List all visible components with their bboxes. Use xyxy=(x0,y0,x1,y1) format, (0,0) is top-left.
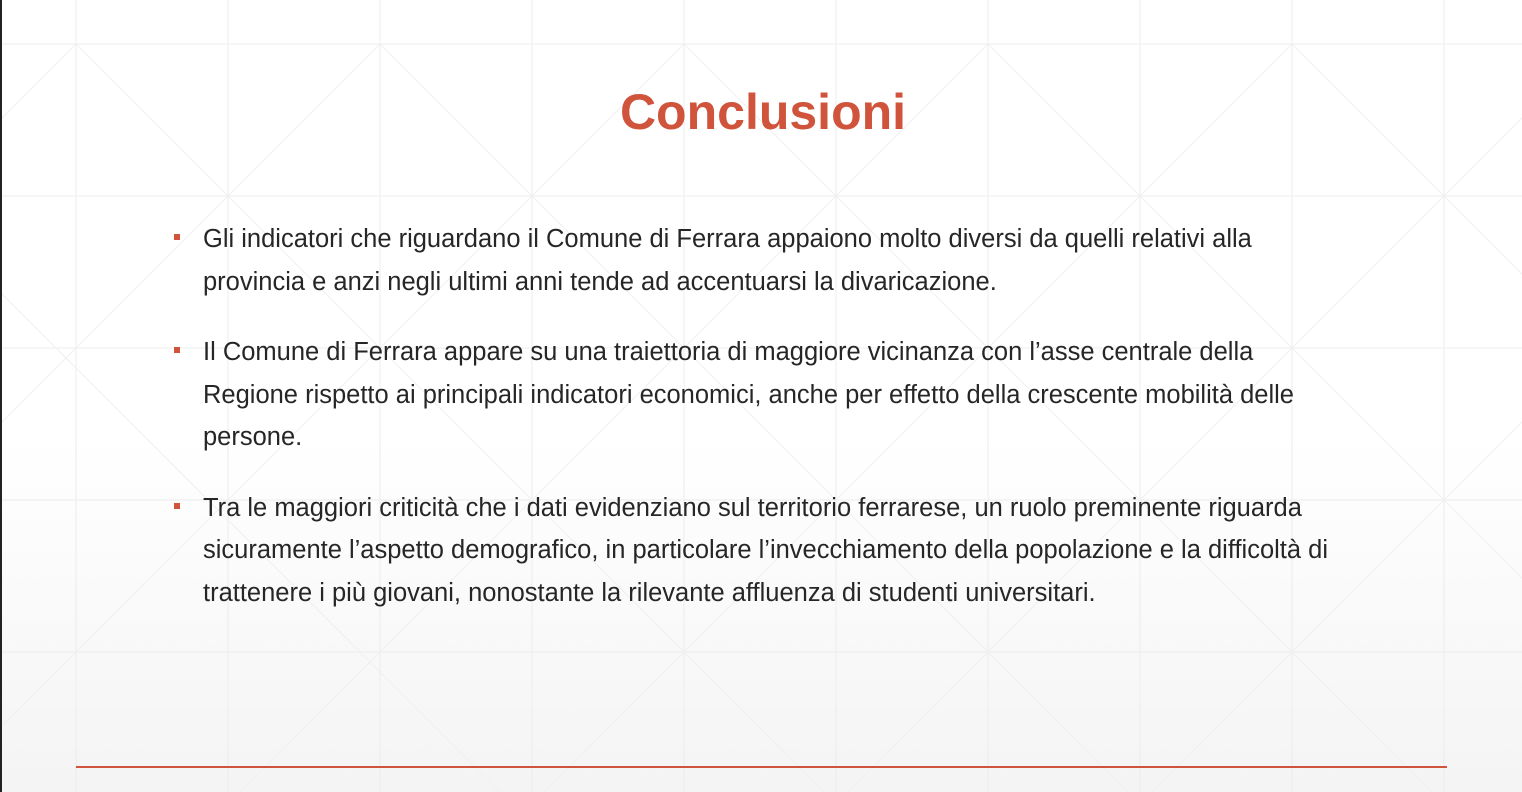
bullet-item xyxy=(172,487,1332,615)
square-bullet-icon xyxy=(174,503,180,509)
bullet-list xyxy=(172,218,1332,642)
bullet-item xyxy=(172,218,1332,303)
slide-title: Conclusioni xyxy=(619,84,907,140)
square-bullet-icon xyxy=(174,347,180,353)
bullet-item xyxy=(172,331,1332,459)
bullet-text: Il Comune di Ferrara appare su una traiettoria di maggiore vicinanza con l’asse centrale della Regione rispetto ai principali indicatori economici, anche per effetto della crescente mobilità delle persone. xyxy=(203,338,1294,451)
bullet-text: Tra le maggiori criticità che i dati evidenziano sul territorio ferrarese, un ruolo preminente riguarda sicuramente l’aspetto demografico, in particolare l’invecchiamento della popolazione e la difficoltà di trattenere i più giovani, nonostante la rilevante affluenza di studenti universitari. xyxy=(203,493,1329,607)
footer-divider xyxy=(76,766,1447,768)
bullet-text: Gli indicatori che riguardano il Comune di Ferrara appaiono molto diversi da quelli relativi alla provincia e anzi negli ultimi anni tende ad accentuarsi la divaricazione. xyxy=(203,225,1252,296)
square-bullet-icon xyxy=(174,234,180,240)
